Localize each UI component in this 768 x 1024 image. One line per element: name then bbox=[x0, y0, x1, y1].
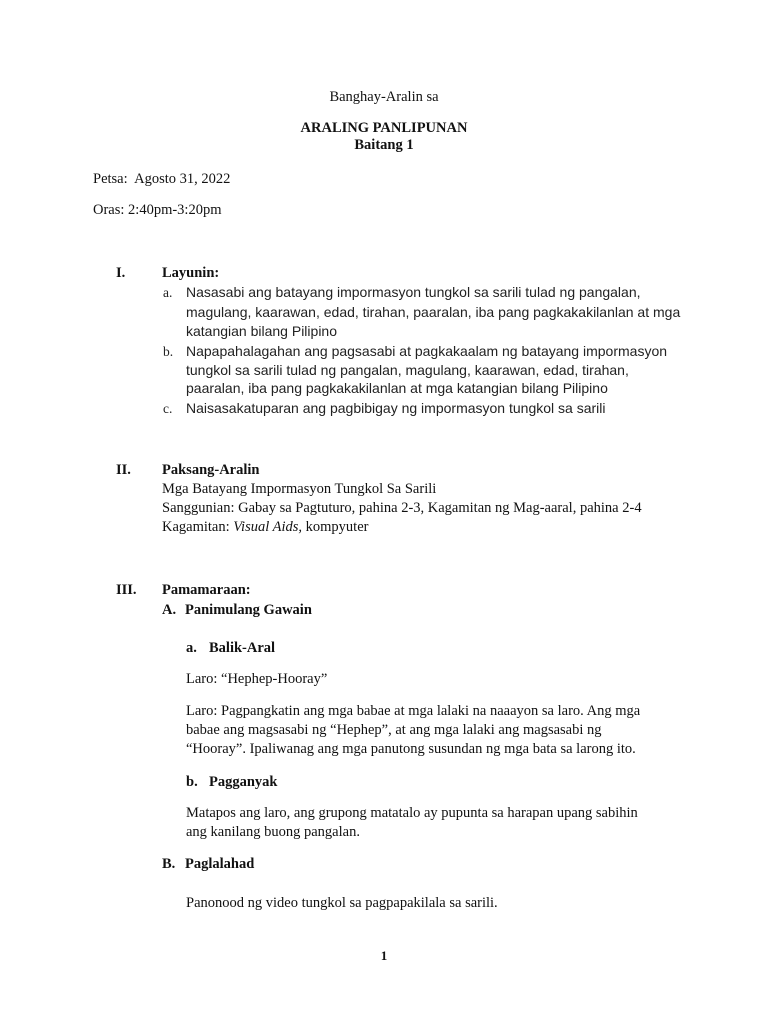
objective-c-marker: c. bbox=[163, 401, 173, 416]
pagganyak-line1: Matapos ang laro, ang grupong matatalo ay pupunta sa harapan upang sabihin bbox=[186, 805, 638, 821]
objective-a-line1: Nasasabi ang batayang impormasyon tungkol sa sarili tulad ng pangalan, bbox=[186, 284, 641, 300]
objective-b-line3: paaralan, iba pang pagkakakilanlan at mga katangian bilang Pilipino bbox=[186, 380, 608, 396]
section2-title: Paksang-Aralin bbox=[162, 462, 260, 478]
section3-title: Pamamaraan: bbox=[162, 582, 251, 598]
pagganyak-title: Pagganyak bbox=[209, 774, 278, 790]
petsa-value: Agosto 31, 2022 bbox=[134, 171, 231, 187]
balik-aral-marker: a. bbox=[186, 640, 197, 656]
subsection-a-marker: A. bbox=[162, 602, 177, 618]
objective-b-line1: Napapahalagahan ang pagsasabi at pagkakaalam ng batayang impormasyon bbox=[186, 343, 668, 359]
objective-b-marker: b. bbox=[163, 344, 174, 359]
balik-aral-title: Balik-Aral bbox=[209, 640, 276, 656]
oras-value: 2:40pm-3:20pm bbox=[128, 202, 222, 218]
section2-numeral: II. bbox=[116, 462, 131, 478]
section2-sanggunian: Sanggunian: Gabay sa Pagtuturo, pahina 2-3, Kagamitan ng Mag-aaral, pahina 2-4 bbox=[162, 500, 642, 516]
laro-line1: Laro: Pagpangkatin ang mga babae at mga lalaki na naaayon sa laro. Ang mga bbox=[186, 703, 641, 719]
laro-title: Laro: “Hephep-Hooray” bbox=[186, 671, 328, 687]
objective-c-line1: Naisasakatuparan ang pagbibigay ng impormasyon tungkol sa sarili bbox=[186, 400, 606, 416]
section2-topic: Mga Batayang Impormasyon Tungkol Sa Sarili bbox=[162, 481, 437, 497]
section1-numeral: I. bbox=[116, 265, 126, 281]
paglalahad-text: Panonood ng video tungkol sa pagpapakilala sa sarili. bbox=[186, 895, 498, 911]
objective-a-line2: magulang, kaarawan, edad, tirahan, paaralan, iba pang pagkakakilanlan at mga bbox=[186, 304, 681, 320]
petsa-label: Petsa: bbox=[93, 171, 128, 187]
oras-line bbox=[93, 202, 222, 219]
kagamitan-label: Kagamitan: bbox=[162, 519, 234, 535]
subsection-a-title: Panimulang Gawain bbox=[185, 602, 312, 618]
section2-kagamitan bbox=[162, 519, 368, 536]
page-number: 1 bbox=[380, 948, 388, 963]
header-line1: Banghay-Aralin sa bbox=[329, 89, 439, 105]
objective-a-line3: katangian bilang Pilipino bbox=[186, 323, 337, 339]
section3-numeral: III. bbox=[116, 582, 137, 598]
objective-a-marker: a. bbox=[163, 285, 173, 300]
kagamitan-rest: kompyuter bbox=[302, 519, 369, 535]
subsection-b-title: Paglalahad bbox=[185, 856, 255, 872]
subject-title: ARALING PANLIPUNAN bbox=[300, 120, 468, 136]
laro-line3: “Hooray”. Ipaliwanag ang mga panutong susundan ng mga bata sa larong ito. bbox=[186, 741, 636, 757]
pagganyak-line2: ang kanilang buong pangalan. bbox=[186, 824, 360, 840]
oras-label: Oras: bbox=[93, 202, 125, 218]
laro-line2: babae ang magsasabi ng “Hephep”, at ang mga lalaki ang magsasabi ng bbox=[186, 722, 602, 738]
pagganyak-marker: b. bbox=[186, 774, 198, 790]
subsection-b-marker: B. bbox=[162, 856, 176, 872]
objective-b-line2: tungkol sa sarili tulad ng pangalan, magulang, kaarawan, edad, tirahan, bbox=[186, 362, 629, 378]
section1-title: Layunin: bbox=[162, 265, 220, 281]
grade-title: Baitang 1 bbox=[354, 137, 414, 153]
petsa-line bbox=[93, 171, 230, 188]
kagamitan-italic: Visual Aids, bbox=[233, 519, 303, 535]
